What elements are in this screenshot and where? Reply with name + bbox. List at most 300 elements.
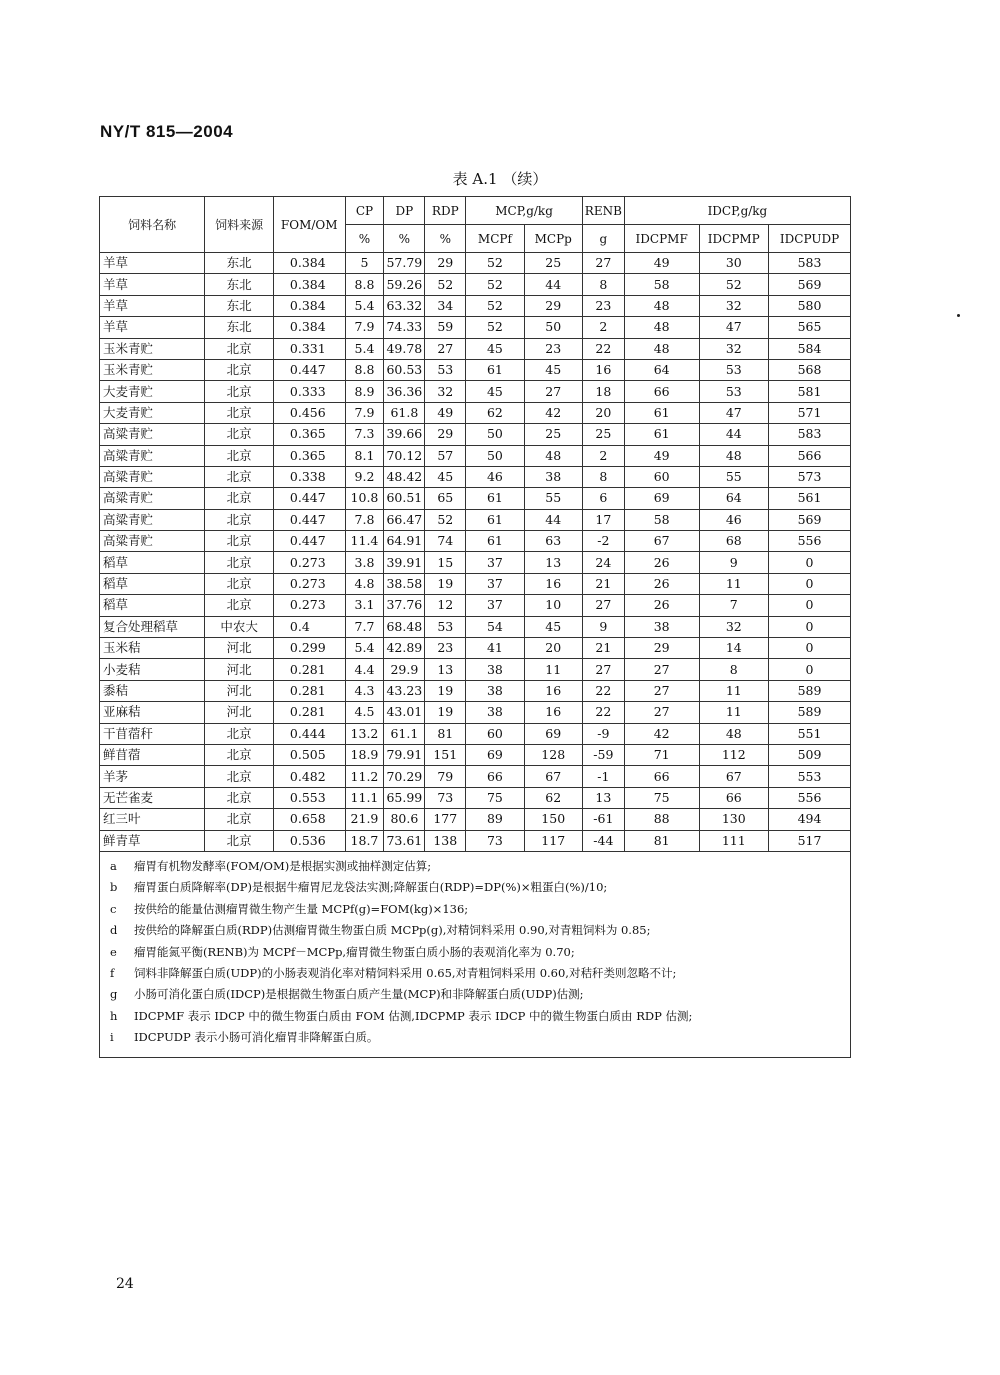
cell-mcpp: 62	[524, 787, 582, 808]
cell-rdp: 151	[425, 744, 466, 765]
cell-rdp: 29	[425, 424, 466, 445]
cell-mcpf: 69	[466, 744, 524, 765]
cell-dp: 43.23	[384, 680, 425, 701]
footnote-text: 瘤胃蛋白质降解率(DP)是根据牛瘤胃尼龙袋法实测;降解蛋白(RDP)=DP(%)×粗蛋白(%)/10;	[134, 880, 608, 895]
cell-dp: 49.78	[384, 338, 425, 359]
table-row	[100, 295, 851, 316]
cell-feed-name: 小麦秸	[100, 659, 205, 680]
footnote	[110, 984, 850, 1005]
footnote-text: 瘤胃能氮平衡(RENB)为 MCPf－MCPp,瘤胃微生物蛋白质小肠的表观消化率为 0.70;	[134, 944, 575, 959]
cell-mcpf: 38	[466, 702, 524, 723]
cell-cp: 10.8	[345, 488, 384, 509]
cell-rdp: 27	[425, 338, 466, 359]
cell-feed-source: 北京	[205, 381, 274, 402]
cell-dp: 60.51	[384, 488, 425, 509]
cell-renb: 21	[582, 573, 624, 594]
cell-feed-name: 鲜青草	[100, 830, 205, 851]
footnote	[110, 920, 850, 941]
cell-feed-name: 羊茅	[100, 766, 205, 787]
cell-feed-source: 北京	[205, 338, 274, 359]
footnote-label: e	[110, 944, 117, 959]
cell-feed-name: 高粱青贮	[100, 509, 205, 530]
cell-feed-source: 北京	[205, 445, 274, 466]
cell-mcpp: 45	[524, 616, 582, 637]
page-number: 24	[116, 1276, 134, 1292]
cell-fom-om: 0.553	[273, 787, 345, 808]
cell-idcpmf: 48	[624, 317, 699, 338]
cell-renb: -61	[582, 809, 624, 830]
cell-feed-source: 河北	[205, 680, 274, 701]
table-row	[100, 274, 851, 295]
cell-cp: 3.1	[345, 595, 384, 616]
cell-idcpmp: 53	[699, 359, 769, 380]
cell-dp: 63.32	[384, 295, 425, 316]
cell-feed-name: 玉米秸	[100, 638, 205, 659]
cell-idcpmf: 81	[624, 830, 699, 851]
cell-cp: 7.7	[345, 616, 384, 637]
cell-mcpf: 37	[466, 573, 524, 594]
cell-feed-name: 高粱青贮	[100, 488, 205, 509]
cell-mcpf: 75	[466, 787, 524, 808]
cell-rdp: 52	[425, 274, 466, 295]
cell-feed-source: 北京	[205, 787, 274, 808]
table-caption: 表 A.1 （续）	[452, 170, 548, 188]
cell-dp: 48.42	[384, 466, 425, 487]
cell-fom-om: 0.281	[273, 680, 345, 701]
cell-feed-name: 高粱青贮	[100, 466, 205, 487]
cell-dp: 68.48	[384, 616, 425, 637]
footnote-label: b	[110, 880, 118, 895]
cell-idcpudp: 494	[769, 809, 851, 830]
cell-feed-name: 羊草	[100, 317, 205, 338]
footnote	[110, 1006, 850, 1027]
cell-feed-name: 干苜蓿秆	[100, 723, 205, 744]
cell-idcpudp: 551	[769, 723, 851, 744]
footnote-label: g	[110, 987, 118, 1002]
cell-dp: 43.01	[384, 702, 425, 723]
footnote-text: 瘤胃有机物发酵率(FOM/OM)是根据实测或抽样测定估算;	[134, 858, 432, 873]
cell-idcpmf: 60	[624, 466, 699, 487]
cell-idcpmf: 42	[624, 723, 699, 744]
cell-rdp: 57	[425, 445, 466, 466]
cell-idcpudp: 517	[769, 830, 851, 851]
header-idcp: IDCP,g/kg	[624, 197, 850, 225]
cell-renb: 24	[582, 552, 624, 573]
cell-renb: 17	[582, 509, 624, 530]
cell-idcpudp: 0	[769, 616, 851, 637]
cell-mcpf: 52	[466, 317, 524, 338]
header-mcpp: MCPp	[524, 225, 582, 253]
feed-table	[99, 196, 851, 1058]
cell-feed-name: 羊草	[100, 253, 205, 274]
footnote-label: d	[110, 923, 118, 938]
cell-idcpmp: 47	[699, 402, 769, 423]
cell-idcpmp: 32	[699, 616, 769, 637]
cell-feed-source: 北京	[205, 595, 274, 616]
cell-mcpf: 38	[466, 680, 524, 701]
cell-fom-om: 0.4	[273, 616, 345, 637]
cell-mcpp: 50	[524, 317, 582, 338]
cell-mcpf: 38	[466, 659, 524, 680]
cell-feed-source: 东北	[205, 317, 274, 338]
cell-idcpudp: 589	[769, 680, 851, 701]
cell-mcpf: 62	[466, 402, 524, 423]
header-fom-om: FOM/OM	[273, 197, 345, 253]
cell-fom-om: 0.365	[273, 445, 345, 466]
cell-idcpmp: 32	[699, 338, 769, 359]
cell-cp: 7.9	[345, 317, 384, 338]
cell-fom-om: 0.273	[273, 595, 345, 616]
cell-cp: 7.3	[345, 424, 384, 445]
cell-idcpmp: 11	[699, 573, 769, 594]
cell-feed-source: 北京	[205, 466, 274, 487]
cell-cp: 8.8	[345, 359, 384, 380]
cell-idcpmf: 58	[624, 509, 699, 530]
table-row	[100, 766, 851, 787]
cell-renb: 27	[582, 659, 624, 680]
cell-idcpudp: 569	[769, 509, 851, 530]
cell-rdp: 32	[425, 381, 466, 402]
cell-renb: -1	[582, 766, 624, 787]
cell-dp: 42.89	[384, 638, 425, 659]
cell-cp: 8.1	[345, 445, 384, 466]
cell-mcpp: 10	[524, 595, 582, 616]
cell-fom-om: 0.299	[273, 638, 345, 659]
header-renb: RENB	[582, 197, 624, 225]
cell-idcpmp: 66	[699, 787, 769, 808]
table-row	[100, 424, 851, 445]
cell-feed-source: 东北	[205, 253, 274, 274]
table-row	[100, 830, 851, 851]
cell-feed-name: 亚麻秸	[100, 702, 205, 723]
cell-idcpudp: 568	[769, 359, 851, 380]
cell-rdp: 53	[425, 616, 466, 637]
table-row	[100, 445, 851, 466]
header-mcpf: MCPf	[466, 225, 524, 253]
cell-mcpf: 66	[466, 766, 524, 787]
cell-idcpudp: 583	[769, 424, 851, 445]
cell-rdp: 45	[425, 466, 466, 487]
footnote-label: h	[110, 1008, 118, 1023]
cell-mcpf: 46	[466, 466, 524, 487]
cell-dp: 57.79	[384, 253, 425, 274]
cell-feed-source: 中农大	[205, 616, 274, 637]
table-row	[100, 595, 851, 616]
cell-cp: 5.4	[345, 638, 384, 659]
cell-rdp: 29	[425, 253, 466, 274]
cell-rdp: 19	[425, 573, 466, 594]
cell-idcpmp: 7	[699, 595, 769, 616]
cell-idcpmp: 11	[699, 702, 769, 723]
cell-mcpf: 45	[466, 381, 524, 402]
cell-feed-name: 玉米青贮	[100, 359, 205, 380]
cell-renb: 21	[582, 638, 624, 659]
cell-idcpmf: 26	[624, 573, 699, 594]
cell-rdp: 23	[425, 638, 466, 659]
notes-row	[100, 851, 851, 1057]
cell-dp: 38.58	[384, 573, 425, 594]
footnote-label: i	[110, 1030, 114, 1045]
cell-idcpmp: 52	[699, 274, 769, 295]
header-cp-unit: %	[345, 225, 384, 253]
cell-dp: 61.8	[384, 402, 425, 423]
cell-fom-om: 0.384	[273, 317, 345, 338]
cell-rdp: 52	[425, 509, 466, 530]
cell-renb: 22	[582, 680, 624, 701]
cell-cp: 4.8	[345, 573, 384, 594]
footnote	[110, 942, 850, 963]
cell-cp: 8.9	[345, 381, 384, 402]
cell-renb: 23	[582, 295, 624, 316]
cell-feed-source: 北京	[205, 573, 274, 594]
cell-mcpf: 89	[466, 809, 524, 830]
cell-feed-source: 北京	[205, 552, 274, 573]
footnote-text: 饲料非降解蛋白质(UDP)的小肠表观消化率对精饲料采用 0.65,对青粗饲料采用 0.60,对秸秆类则忽略不计;	[134, 965, 677, 980]
cell-mcpp: 117	[524, 830, 582, 851]
cell-idcpudp: 0	[769, 595, 851, 616]
cell-feed-name: 黍秸	[100, 680, 205, 701]
cell-fom-om: 0.333	[273, 381, 345, 402]
cell-renb: 27	[582, 253, 624, 274]
cell-feed-source: 北京	[205, 359, 274, 380]
cell-feed-source: 北京	[205, 766, 274, 787]
table-row	[100, 787, 851, 808]
cell-mcpf: 61	[466, 531, 524, 552]
cell-renb: 22	[582, 702, 624, 723]
table-row	[100, 552, 851, 573]
table-row	[100, 488, 851, 509]
cell-fom-om: 0.456	[273, 402, 345, 423]
cell-renb: 25	[582, 424, 624, 445]
cell-idcpmf: 48	[624, 338, 699, 359]
cell-feed-name: 大麦青贮	[100, 402, 205, 423]
header-idcpmp: IDCPMP	[699, 225, 769, 253]
table-row	[100, 702, 851, 723]
cell-mcpp: 25	[524, 253, 582, 274]
cell-idcpmf: 61	[624, 402, 699, 423]
cell-renb: 8	[582, 274, 624, 295]
cell-idcpudp: 0	[769, 573, 851, 594]
cell-idcpmf: 58	[624, 274, 699, 295]
cell-mcpp: 45	[524, 359, 582, 380]
cell-rdp: 13	[425, 659, 466, 680]
cell-feed-name: 稻草	[100, 595, 205, 616]
cell-idcpmp: 112	[699, 744, 769, 765]
cell-fom-om: 0.281	[273, 702, 345, 723]
cell-idcpmp: 48	[699, 723, 769, 744]
cell-mcpf: 52	[466, 295, 524, 316]
cell-dp: 74.33	[384, 317, 425, 338]
table-header-row-1	[100, 197, 851, 225]
footnote	[110, 856, 850, 877]
cell-renb: 2	[582, 317, 624, 338]
cell-rdp: 53	[425, 359, 466, 380]
cell-idcpmf: 48	[624, 295, 699, 316]
cell-idcpmf: 69	[624, 488, 699, 509]
cell-idcpudp: 0	[769, 552, 851, 573]
cell-feed-source: 河北	[205, 638, 274, 659]
cell-mcpp: 16	[524, 702, 582, 723]
cell-cp: 4.3	[345, 680, 384, 701]
cell-cp: 11.1	[345, 787, 384, 808]
cell-idcpmp: 53	[699, 381, 769, 402]
cell-idcpudp: 584	[769, 338, 851, 359]
table-row	[100, 317, 851, 338]
cell-idcpmf: 49	[624, 253, 699, 274]
cell-feed-name: 复合处理稻草	[100, 616, 205, 637]
cell-cp: 5	[345, 253, 384, 274]
cell-mcpf: 52	[466, 253, 524, 274]
cell-mcpf: 50	[466, 424, 524, 445]
header-rdp: RDP	[425, 197, 466, 225]
cell-dp: 79.91	[384, 744, 425, 765]
cell-feed-name: 红三叶	[100, 809, 205, 830]
cell-mcpp: 128	[524, 744, 582, 765]
cell-fom-om: 0.384	[273, 295, 345, 316]
cell-rdp: 15	[425, 552, 466, 573]
cell-mcpf: 73	[466, 830, 524, 851]
table-row	[100, 509, 851, 530]
cell-mcpp: 16	[524, 680, 582, 701]
cell-idcpmf: 26	[624, 552, 699, 573]
cell-idcpudp: 581	[769, 381, 851, 402]
cell-dp: 39.66	[384, 424, 425, 445]
cell-feed-name: 稻草	[100, 552, 205, 573]
cell-dp: 65.99	[384, 787, 425, 808]
cell-mcpp: 44	[524, 509, 582, 530]
standard-code: NY/T 815—2004	[100, 122, 234, 141]
cell-idcpmf: 27	[624, 702, 699, 723]
cell-dp: 29.9	[384, 659, 425, 680]
cell-rdp: 12	[425, 595, 466, 616]
table-row	[100, 466, 851, 487]
cell-idcpudp: 580	[769, 295, 851, 316]
cell-feed-name: 无芒雀麦	[100, 787, 205, 808]
cell-dp: 70.29	[384, 766, 425, 787]
header-idcpudp: IDCPUDP	[769, 225, 851, 253]
cell-mcpp: 55	[524, 488, 582, 509]
cell-mcpf: 61	[466, 488, 524, 509]
footnote-text: IDCPUDP 表示小肠可消化瘤胃非降解蛋白质。	[134, 1030, 379, 1045]
cell-idcpudp: 553	[769, 766, 851, 787]
cell-idcpmp: 14	[699, 638, 769, 659]
cell-idcpmp: 32	[699, 295, 769, 316]
cell-idcpmf: 67	[624, 531, 699, 552]
table-body	[100, 253, 851, 852]
cell-feed-source: 北京	[205, 509, 274, 530]
cell-mcpp: 25	[524, 424, 582, 445]
header-mcp: MCP,g/kg	[466, 197, 583, 225]
cell-fom-om: 0.447	[273, 488, 345, 509]
footnote-text: 按供给的降解蛋白质(RDP)估测瘤胃微生物蛋白质 MCPp(g),对精饲料采用 0.90,对青粗饲料为 0.85;	[134, 923, 651, 938]
cell-feed-name: 稻草	[100, 573, 205, 594]
footnote	[110, 963, 850, 984]
cell-idcpmp: 55	[699, 466, 769, 487]
cell-fom-om: 0.447	[273, 531, 345, 552]
footnote-text: IDCPMF 表示 IDCP 中的微生物蛋白质由 FOM 估测,IDCPMP 表示 IDCP 中的微生物蛋白质由 RDP 估测;	[134, 1008, 693, 1023]
cell-idcpmf: 27	[624, 680, 699, 701]
cell-fom-om: 0.444	[273, 723, 345, 744]
table-row	[100, 723, 851, 744]
table-row	[100, 638, 851, 659]
table-row	[100, 680, 851, 701]
header-renb-unit: g	[582, 225, 624, 253]
header-cp: CP	[345, 197, 384, 225]
cell-idcpmp: 111	[699, 830, 769, 851]
cell-idcpmf: 27	[624, 659, 699, 680]
cell-dp: 70.12	[384, 445, 425, 466]
cell-feed-source: 北京	[205, 531, 274, 552]
cell-mcpf: 61	[466, 359, 524, 380]
cell-fom-om: 0.658	[273, 809, 345, 830]
cell-feed-source: 河北	[205, 702, 274, 723]
cell-idcpudp: 0	[769, 659, 851, 680]
cell-dp: 59.26	[384, 274, 425, 295]
cell-mcpf: 52	[466, 274, 524, 295]
footnote	[110, 1027, 850, 1048]
cell-cp: 4.4	[345, 659, 384, 680]
cell-dp: 64.91	[384, 531, 425, 552]
cell-mcpf: 54	[466, 616, 524, 637]
cell-idcpmp: 67	[699, 766, 769, 787]
cell-idcpmp: 48	[699, 445, 769, 466]
cell-mcpp: 20	[524, 638, 582, 659]
cell-fom-om: 0.338	[273, 466, 345, 487]
cell-fom-om: 0.365	[273, 424, 345, 445]
cell-fom-om: 0.482	[273, 766, 345, 787]
footnote	[110, 877, 850, 898]
cell-idcpmp: 64	[699, 488, 769, 509]
cell-mcpf: 60	[466, 723, 524, 744]
cell-rdp: 138	[425, 830, 466, 851]
cell-fom-om: 0.447	[273, 509, 345, 530]
cell-idcpmf: 66	[624, 766, 699, 787]
cell-renb: 6	[582, 488, 624, 509]
cell-feed-source: 北京	[205, 744, 274, 765]
cell-rdp: 19	[425, 702, 466, 723]
cell-idcpmp: 47	[699, 317, 769, 338]
cell-rdp: 74	[425, 531, 466, 552]
cell-dp: 36.36	[384, 381, 425, 402]
speck-mark	[957, 314, 960, 317]
cell-rdp: 79	[425, 766, 466, 787]
cell-rdp: 59	[425, 317, 466, 338]
footnote-text: 按供给的能量估测瘤胃微生物产生量 MCPf(g)=FOM(kg)×136;	[134, 901, 469, 916]
cell-idcpmf: 29	[624, 638, 699, 659]
cell-feed-source: 东北	[205, 274, 274, 295]
cell-renb: -59	[582, 744, 624, 765]
cell-idcpudp: 589	[769, 702, 851, 723]
cell-renb: 13	[582, 787, 624, 808]
cell-idcpudp: 0	[769, 638, 851, 659]
cell-cp: 9.2	[345, 466, 384, 487]
cell-dp: 60.53	[384, 359, 425, 380]
cell-feed-source: 河北	[205, 659, 274, 680]
cell-cp: 18.9	[345, 744, 384, 765]
table-row	[100, 402, 851, 423]
cell-renb: -2	[582, 531, 624, 552]
footnote-text: 小肠可消化蛋白质(IDCP)是根据微生物蛋白质产生量(MCP)和非降解蛋白质(UDP)估测;	[134, 987, 584, 1002]
cell-idcpmp: 9	[699, 552, 769, 573]
cell-feed-source: 北京	[205, 830, 274, 851]
cell-dp: 61.1	[384, 723, 425, 744]
cell-dp: 73.61	[384, 830, 425, 851]
cell-cp: 4.5	[345, 702, 384, 723]
cell-cp: 21.9	[345, 809, 384, 830]
cell-idcpmf: 88	[624, 809, 699, 830]
cell-mcpf: 50	[466, 445, 524, 466]
cell-mcpf: 41	[466, 638, 524, 659]
